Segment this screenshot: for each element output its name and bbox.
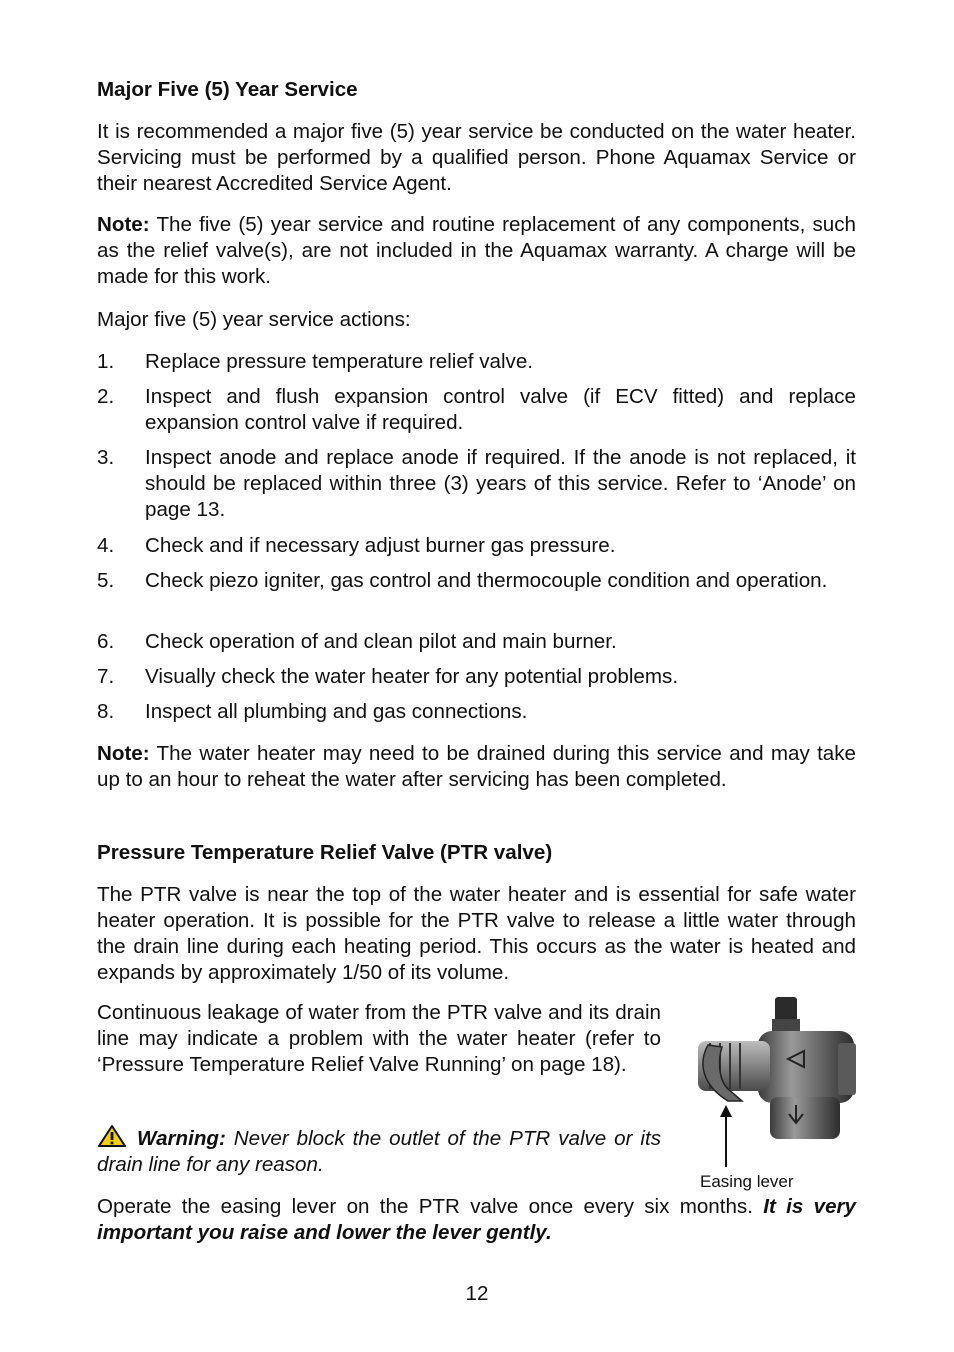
list-item: 5. Check piezo igniter, gas control and thermocouple condition and operation.	[97, 569, 828, 592]
operate-emphasis: It is very important you raise and lower the lever gently.	[97, 1195, 856, 1244]
list-item: 2. Inspect and flush expansion control valve (if ECV fitted) and replace expansion control valve if required.	[97, 385, 856, 434]
figure-caption: Easing lever	[700, 1172, 794, 1191]
list-item: 7. Visually check the water heater for any potential problems.	[97, 665, 679, 688]
paragraph-service-recommendation: It is recommended a major five (5) year service be conducted on the water heater. Servicing must be performed by a qualified person. Phone Aquamax Service or their nearest Accredited Service Agent.	[97, 120, 856, 195]
operate-text: Operate the easing lever on the PTR valve once every six months.	[97, 1195, 764, 1218]
note-draining	[97, 741, 856, 793]
paragraph-ptr-leakage: Continuous leakage of water from the PTR valve and its drain line may indicate a problem with the water heater (refer to ‘Pressure Temperature Relief Valve Running’ on page 18).	[97, 1001, 661, 1076]
warning-triangle-icon	[97, 1124, 127, 1148]
list-item: 6. Check operation of and clean pilot and main burner.	[97, 630, 617, 653]
note-label: Note:	[97, 213, 150, 236]
warning-block	[97, 1124, 661, 1178]
actions-intro: Major five (5) year service actions:	[97, 308, 411, 331]
note-text: The water heater may need to be drained during this service and may take up to an hour to reheat the water after servicing has been completed.	[97, 742, 856, 791]
list-item: 1. Replace pressure temperature relief valve.	[97, 350, 534, 373]
list-item: 8. Inspect all plumbing and gas connections.	[97, 700, 528, 723]
note-label: Note:	[97, 742, 150, 765]
list-item: 4. Check and if necessary adjust burner gas pressure.	[97, 534, 616, 557]
warning-label: Warning:	[137, 1127, 226, 1150]
list-item: 3. Inspect anode and replace anode if required. If the anode is not replaced, it should be replaced within three (3) years of this service. Refer to ‘Anode’ on page 13.	[97, 446, 856, 521]
heading-ptr-valve: Pressure Temperature Relief Valve (PTR valve)	[97, 841, 553, 864]
note-text: The five (5) year service and routine replacement of any components, such as the relief valve(s), are not included in the Aquamax warranty. A charge will be made for this work.	[97, 213, 856, 288]
heading-five-year-service: Major Five (5) Year Service	[97, 78, 358, 101]
note-warranty	[97, 212, 856, 290]
warning-text: Never block the outlet of the PTR valve or its drain line for any reason.	[97, 1127, 661, 1176]
ptr-valve-figure	[688, 993, 864, 1193]
paragraph-operate-lever	[97, 1194, 856, 1246]
ptr-valve-illustration	[688, 993, 864, 1193]
paragraph-ptr-description: The PTR valve is near the top of the water heater and is essential for safe water heater operation. It is possible for the PTR valve to release a little water through the drain line during each heating period. This occurs as the water is heated and expands by approximately 1/50 of its volume.	[97, 883, 856, 984]
page-number: 12	[465, 1282, 489, 1305]
